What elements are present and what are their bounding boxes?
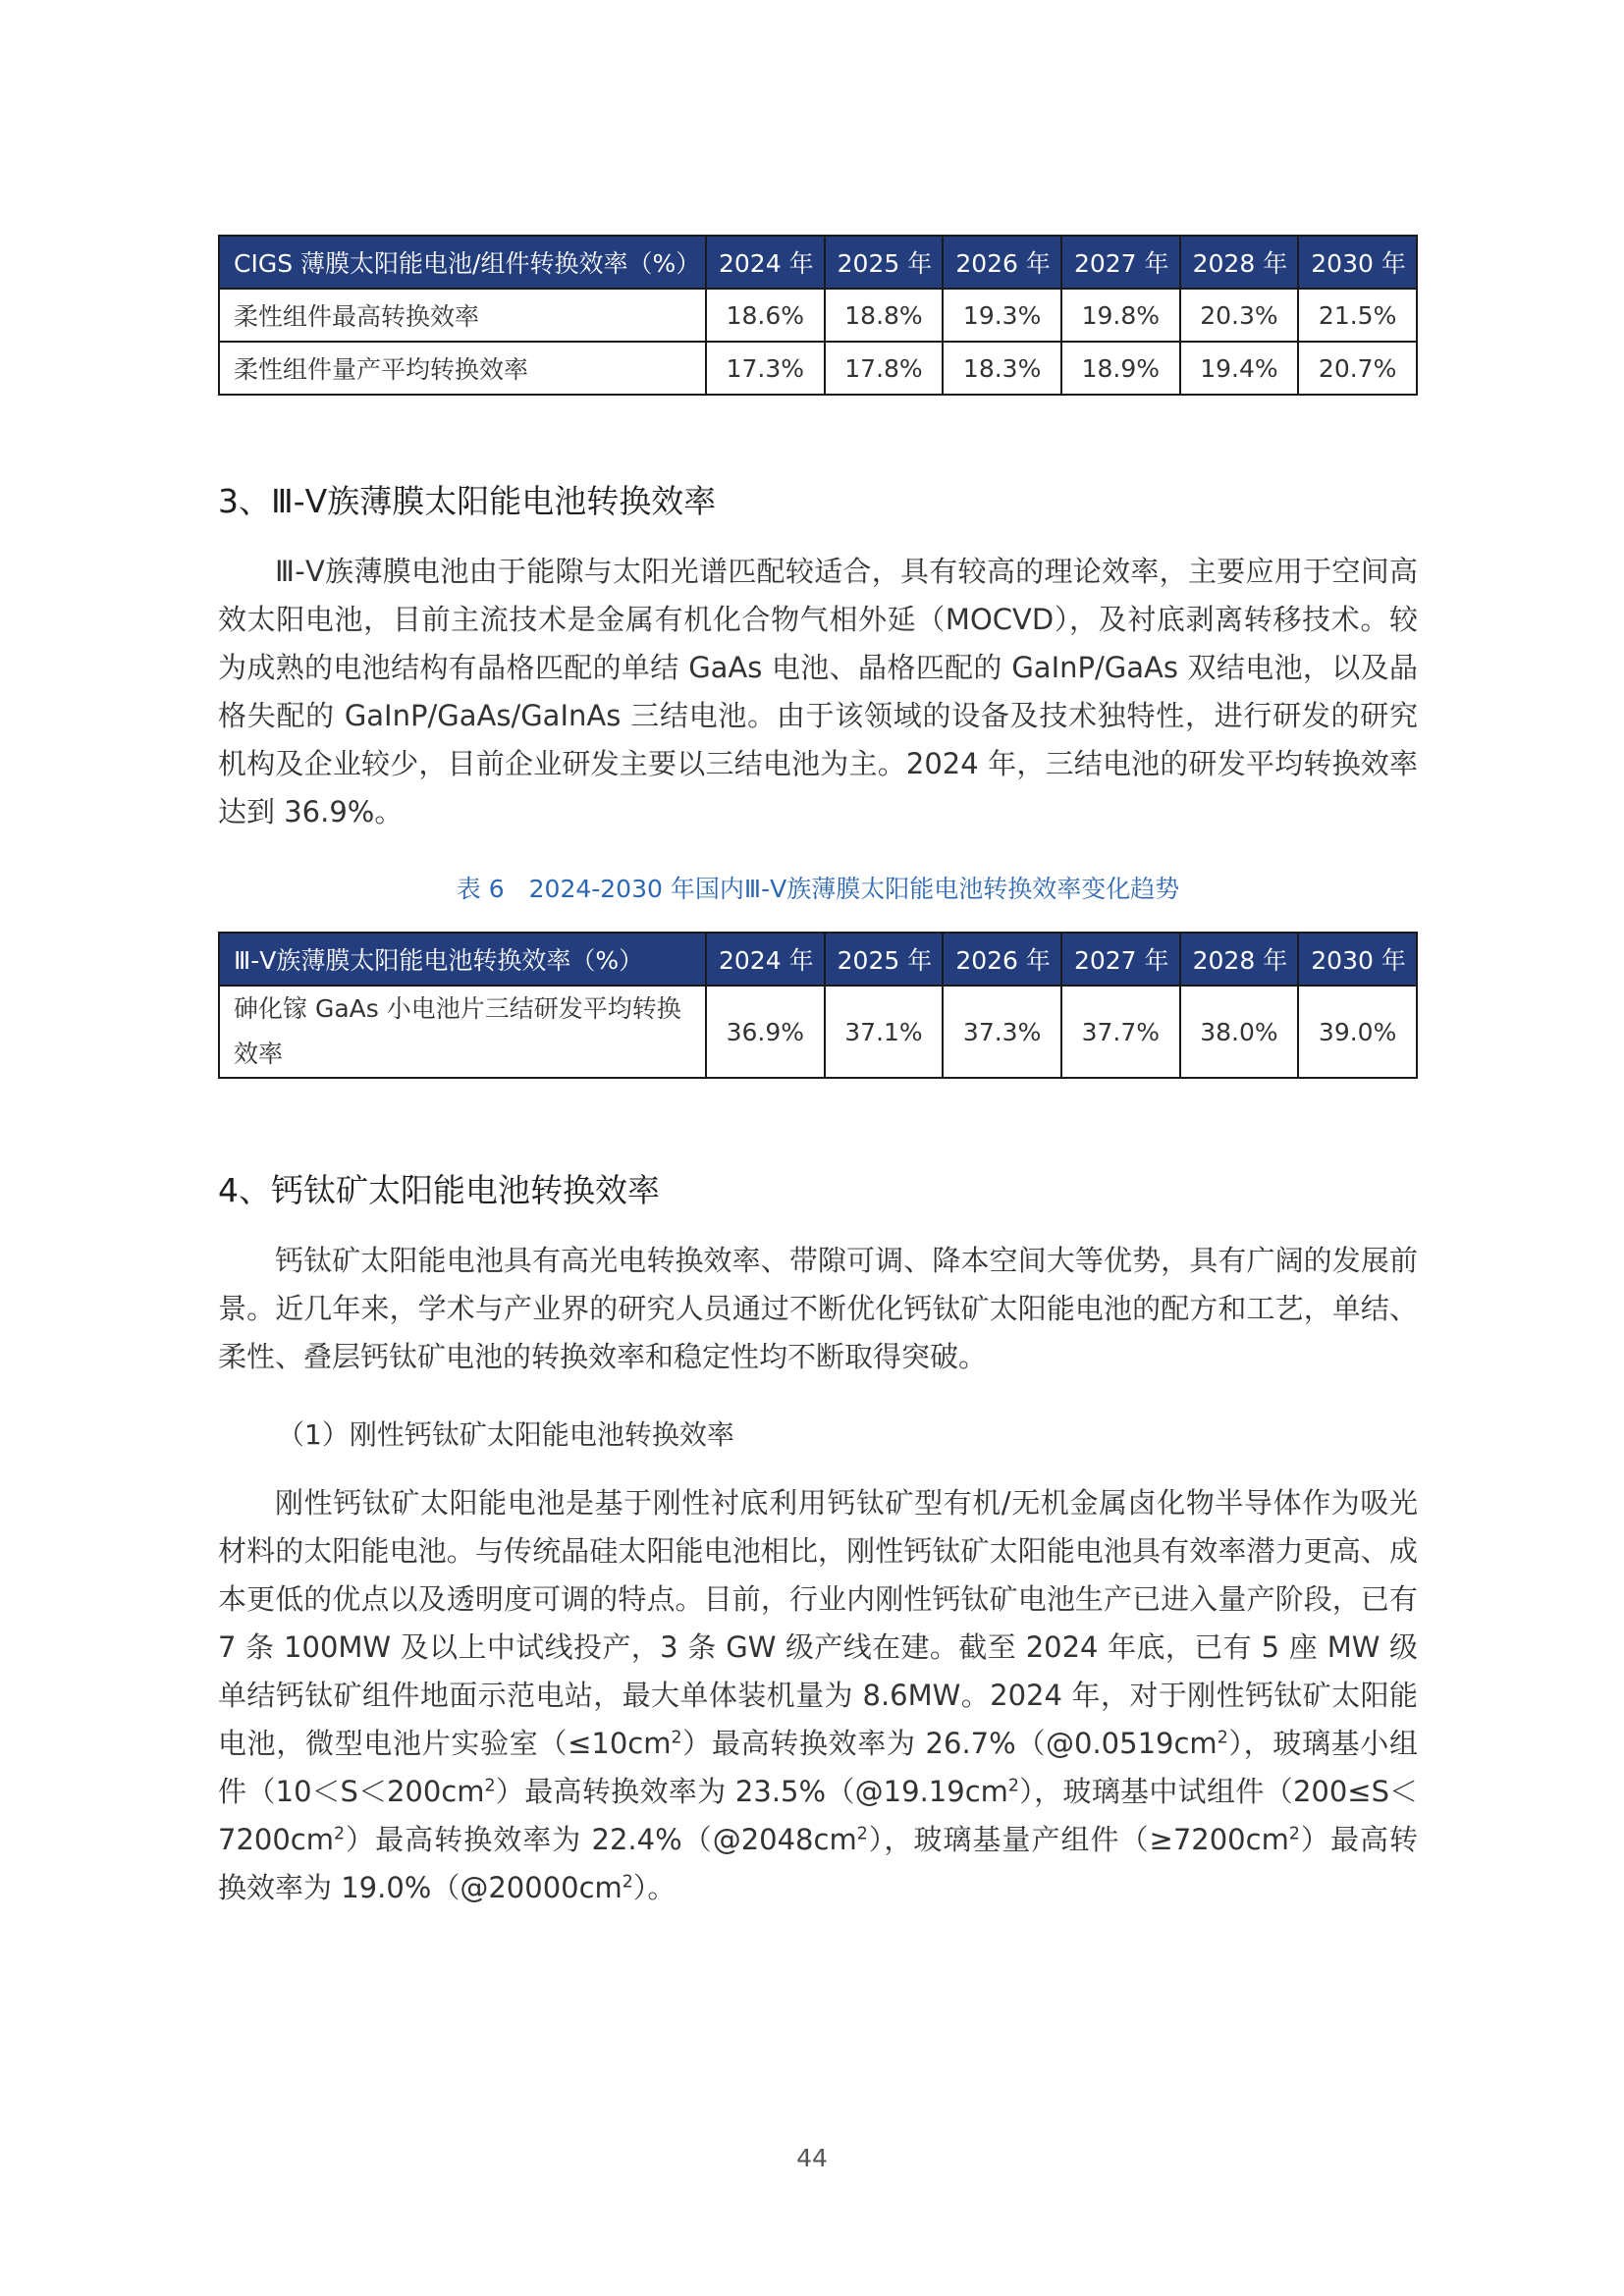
table-cell: 18.3% — [943, 342, 1061, 395]
table-cell: 砷化镓 GaAs 小电池片三结研发平均转换效率 — [219, 986, 706, 1078]
superscript: 2 — [1288, 1824, 1300, 1844]
table-header-row — [219, 933, 1417, 986]
table-cell: 17.3% — [706, 342, 825, 395]
superscript: 2 — [334, 1824, 346, 1844]
table-cell: 17.8% — [825, 342, 944, 395]
paragraph-text: ），玻璃基量产组件（≥7200cm — [867, 1823, 1289, 1856]
table-cell: 36.9% — [706, 986, 825, 1078]
table-row — [219, 342, 1417, 395]
table-header-row — [219, 236, 1417, 289]
table-header-cell: 2028 年 — [1180, 236, 1299, 289]
table-header-cell: 2024 年 — [706, 933, 825, 986]
superscript: 2 — [856, 1824, 868, 1844]
superscript: 2 — [1217, 1728, 1228, 1748]
superscript: 2 — [671, 1728, 682, 1748]
table-cell: 19.8% — [1061, 289, 1180, 342]
table-header-cell: 2024 年 — [706, 236, 825, 289]
paragraph-text: ）最高转换效率为 26.7%（@0.0519cm — [681, 1727, 1218, 1760]
table-header-cell: Ⅲ-Ⅴ族薄膜太阳能电池转换效率（%） — [219, 933, 706, 986]
table-header-cell: 2027 年 — [1061, 933, 1180, 986]
superscript: 2 — [1007, 1776, 1019, 1796]
subsection-1-heading: （1）刚性钙钛矿太阳能电池转换效率 — [277, 1418, 734, 1451]
table-header-cell: 2026 年 — [943, 236, 1061, 289]
cigs-efficiency-table — [218, 235, 1418, 396]
table-cell: 柔性组件最高转换效率 — [219, 289, 706, 342]
table-header-cell: 2025 年 — [825, 236, 944, 289]
table-cell: 柔性组件量产平均转换效率 — [219, 342, 706, 395]
paragraph-text: ）最高转换效率为 23.5%（@19.19cm — [495, 1775, 1008, 1808]
table-cell: 37.7% — [1061, 986, 1180, 1078]
table-cell: 39.0% — [1298, 986, 1417, 1078]
table-header-cell: 2028 年 — [1180, 933, 1299, 986]
table-cell: 19.3% — [943, 289, 1061, 342]
section-3-heading: 3、Ⅲ-Ⅴ族薄膜太阳能电池转换效率 — [218, 482, 717, 520]
table-cell: 19.4% — [1180, 342, 1299, 395]
section-3-paragraph: Ⅲ-Ⅴ族薄膜电池由于能隙与太阳光谱匹配较适合，具有较高的理论效率，主要应用于空间高效太阳电池，目前主流技术是金属有机化合物气相外延（MOCVD），及衬底剥离转移技术。较为成熟的电池结构有晶格匹配的单结 GaAs 电池、晶格匹配的 GaInP/GaAs 双结电池，以及晶格失配的 GaInP/GaAs/GaInAs 三结电池。由于该领域的设备及技术独特性，进行研发的研究机构及企业较少，目前企业研发主要以三结电池为主。2024 年，三结电池的研发平均转换效率达到 36.9%。 — [218, 555, 1418, 828]
table-cell: 37.3% — [943, 986, 1061, 1078]
table-cell: 38.0% — [1180, 986, 1299, 1078]
table-row — [219, 289, 1417, 342]
table-cell: 20.3% — [1180, 289, 1299, 342]
table-row — [219, 986, 1417, 1078]
table-6-caption: 表 6 2024-2030 年国内Ⅲ-Ⅴ族薄膜太阳能电池转换效率变化趋势 — [456, 875, 1180, 903]
table-cell: 18.8% — [825, 289, 944, 342]
paragraph-text: ），玻璃基小组件（10＜S＜200cm — [218, 1727, 1418, 1808]
table-header-cell: 2025 年 — [825, 933, 944, 986]
table-cell: 37.1% — [825, 986, 944, 1078]
page-number: 44 — [796, 2144, 828, 2172]
table-header-cell: 2027 年 — [1061, 236, 1180, 289]
table-header-cell: CIGS 薄膜太阳能电池/组件转换效率（%） — [219, 236, 706, 289]
paragraph-text: ）最高转换效率为 19.0%（@20000cm — [218, 1823, 1418, 1904]
paragraph-text: ）。 — [632, 1871, 677, 1904]
table-header-cell: 2030 年 — [1298, 933, 1417, 986]
table-cell: 18.9% — [1061, 342, 1180, 395]
paragraph-text: 刚性钙钛矿太阳能电池是基于刚性衬底利用钙钛矿型有机/无机金属卤化物半导体作为吸光材料的太阳能电池。与传统晶硅太阳能电池相比，刚性钙钛矿太阳能电池具有效率潜力更高、成本更低的优点以及透明度可调的特点。目前，行业内刚性钙钛矿电池生产已进入量产阶段，已有 7 条 100MW 及以上中试线投产，3 条 GW 级产线在建。截至 2024 年底，已有 5 座 MW 级单结钙钛矿组件地面示范电站，最大单体装机量为 8.6MW。2024 年，对于刚性钙钛矿太阳能电池，微型电池片实验室（≤10cm — [218, 1486, 1418, 1760]
iiiv-efficiency-table — [218, 932, 1418, 1079]
paragraph-text: ），玻璃基中试组件（200≤S＜7200cm — [218, 1775, 1419, 1856]
paragraph-text: ）最高转换效率为 22.4%（@2048cm — [345, 1823, 857, 1856]
table-cell: 21.5% — [1298, 289, 1417, 342]
table-header-cell: 2030 年 — [1298, 236, 1417, 289]
superscript: 2 — [484, 1776, 496, 1796]
section-4-heading: 4、钙钛矿太阳能电池转换效率 — [218, 1171, 660, 1209]
section-4-paragraph: 钙钛矿太阳能电池具有高光电转换效率、带隙可调、降本空间大等优势，具有广阔的发展前景。近几年来，学术与产业界的研究人员通过不断优化钙钛矿太阳能电池的配方和工艺，单结、柔性、叠层钙钛矿电池的转换效率和稳定性均不断取得突破。 — [218, 1244, 1418, 1373]
rigid-perovskite-paragraph — [218, 1479, 1418, 1912]
table-cell: 20.7% — [1298, 342, 1417, 395]
superscript: 2 — [622, 1872, 633, 1893]
table-cell: 18.6% — [706, 289, 825, 342]
table-header-cell: 2026 年 — [943, 933, 1061, 986]
